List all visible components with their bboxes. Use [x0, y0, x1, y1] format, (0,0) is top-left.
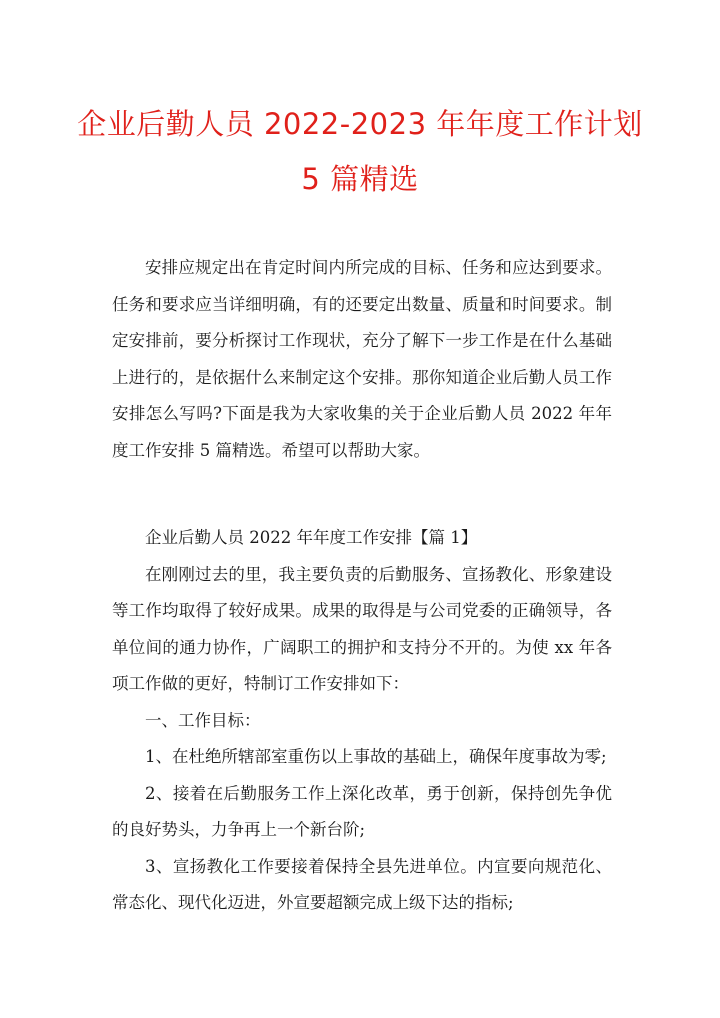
intro-block	[112, 250, 612, 469]
section-block	[112, 520, 612, 922]
section-heading: 企业后勤人员 2022 年年度工作安排【篇 1】	[145, 528, 478, 547]
document-title-line1: 企业后勤人员 2022-2023 年年度工作计划	[77, 107, 643, 141]
section-paragraph: 在刚刚过去的里，我主要负责的后勤服务、宣扬教化、形象建设等工作均取得了较好成果。成果的取得是与公司党委的正确领导，各单位间的通力协作，广阔职工的拥护和支持分不开的。为使 xx 年各项工作做的更好，特制订工作安排如下：	[112, 564, 612, 693]
section-paragraph: 1、在杜绝所辖部室重伤以上事故的基础上，确保年度事故为零;	[145, 747, 607, 766]
document-title-line2: 5 篇精选	[301, 162, 419, 196]
intro-paragraph: 安排应规定出在肯定时间内所完成的目标、任务和应达到要求。任务和要求应当详细明确，有的还要定出数量、质量和时间要求。制定安排前，要分析探讨工作现状，充分了解下一步工作是在什么基础上进行的，是依据什么来制定这个安排。那你知道企业后勤人员工作安排怎么写吗?下面是我为大家收集的关于企业后勤人员 2022 年年度工作安排 5 篇精选。希望可以帮助大家。	[112, 258, 612, 460]
section-paragraph: 一、工作目标：	[145, 710, 261, 730]
section-paragraph: 2、接着在后勤服务工作上深化改革，勇于创新，保持创先争优的良好势头，力争再上一个新台阶;	[112, 783, 612, 839]
section-paragraph: 3、宣扬教化工作要接着保持全县先进单位。内宣要向规范化、常态化、现代化迈进，外宣要超额完成上级下达的指标;	[112, 856, 612, 912]
